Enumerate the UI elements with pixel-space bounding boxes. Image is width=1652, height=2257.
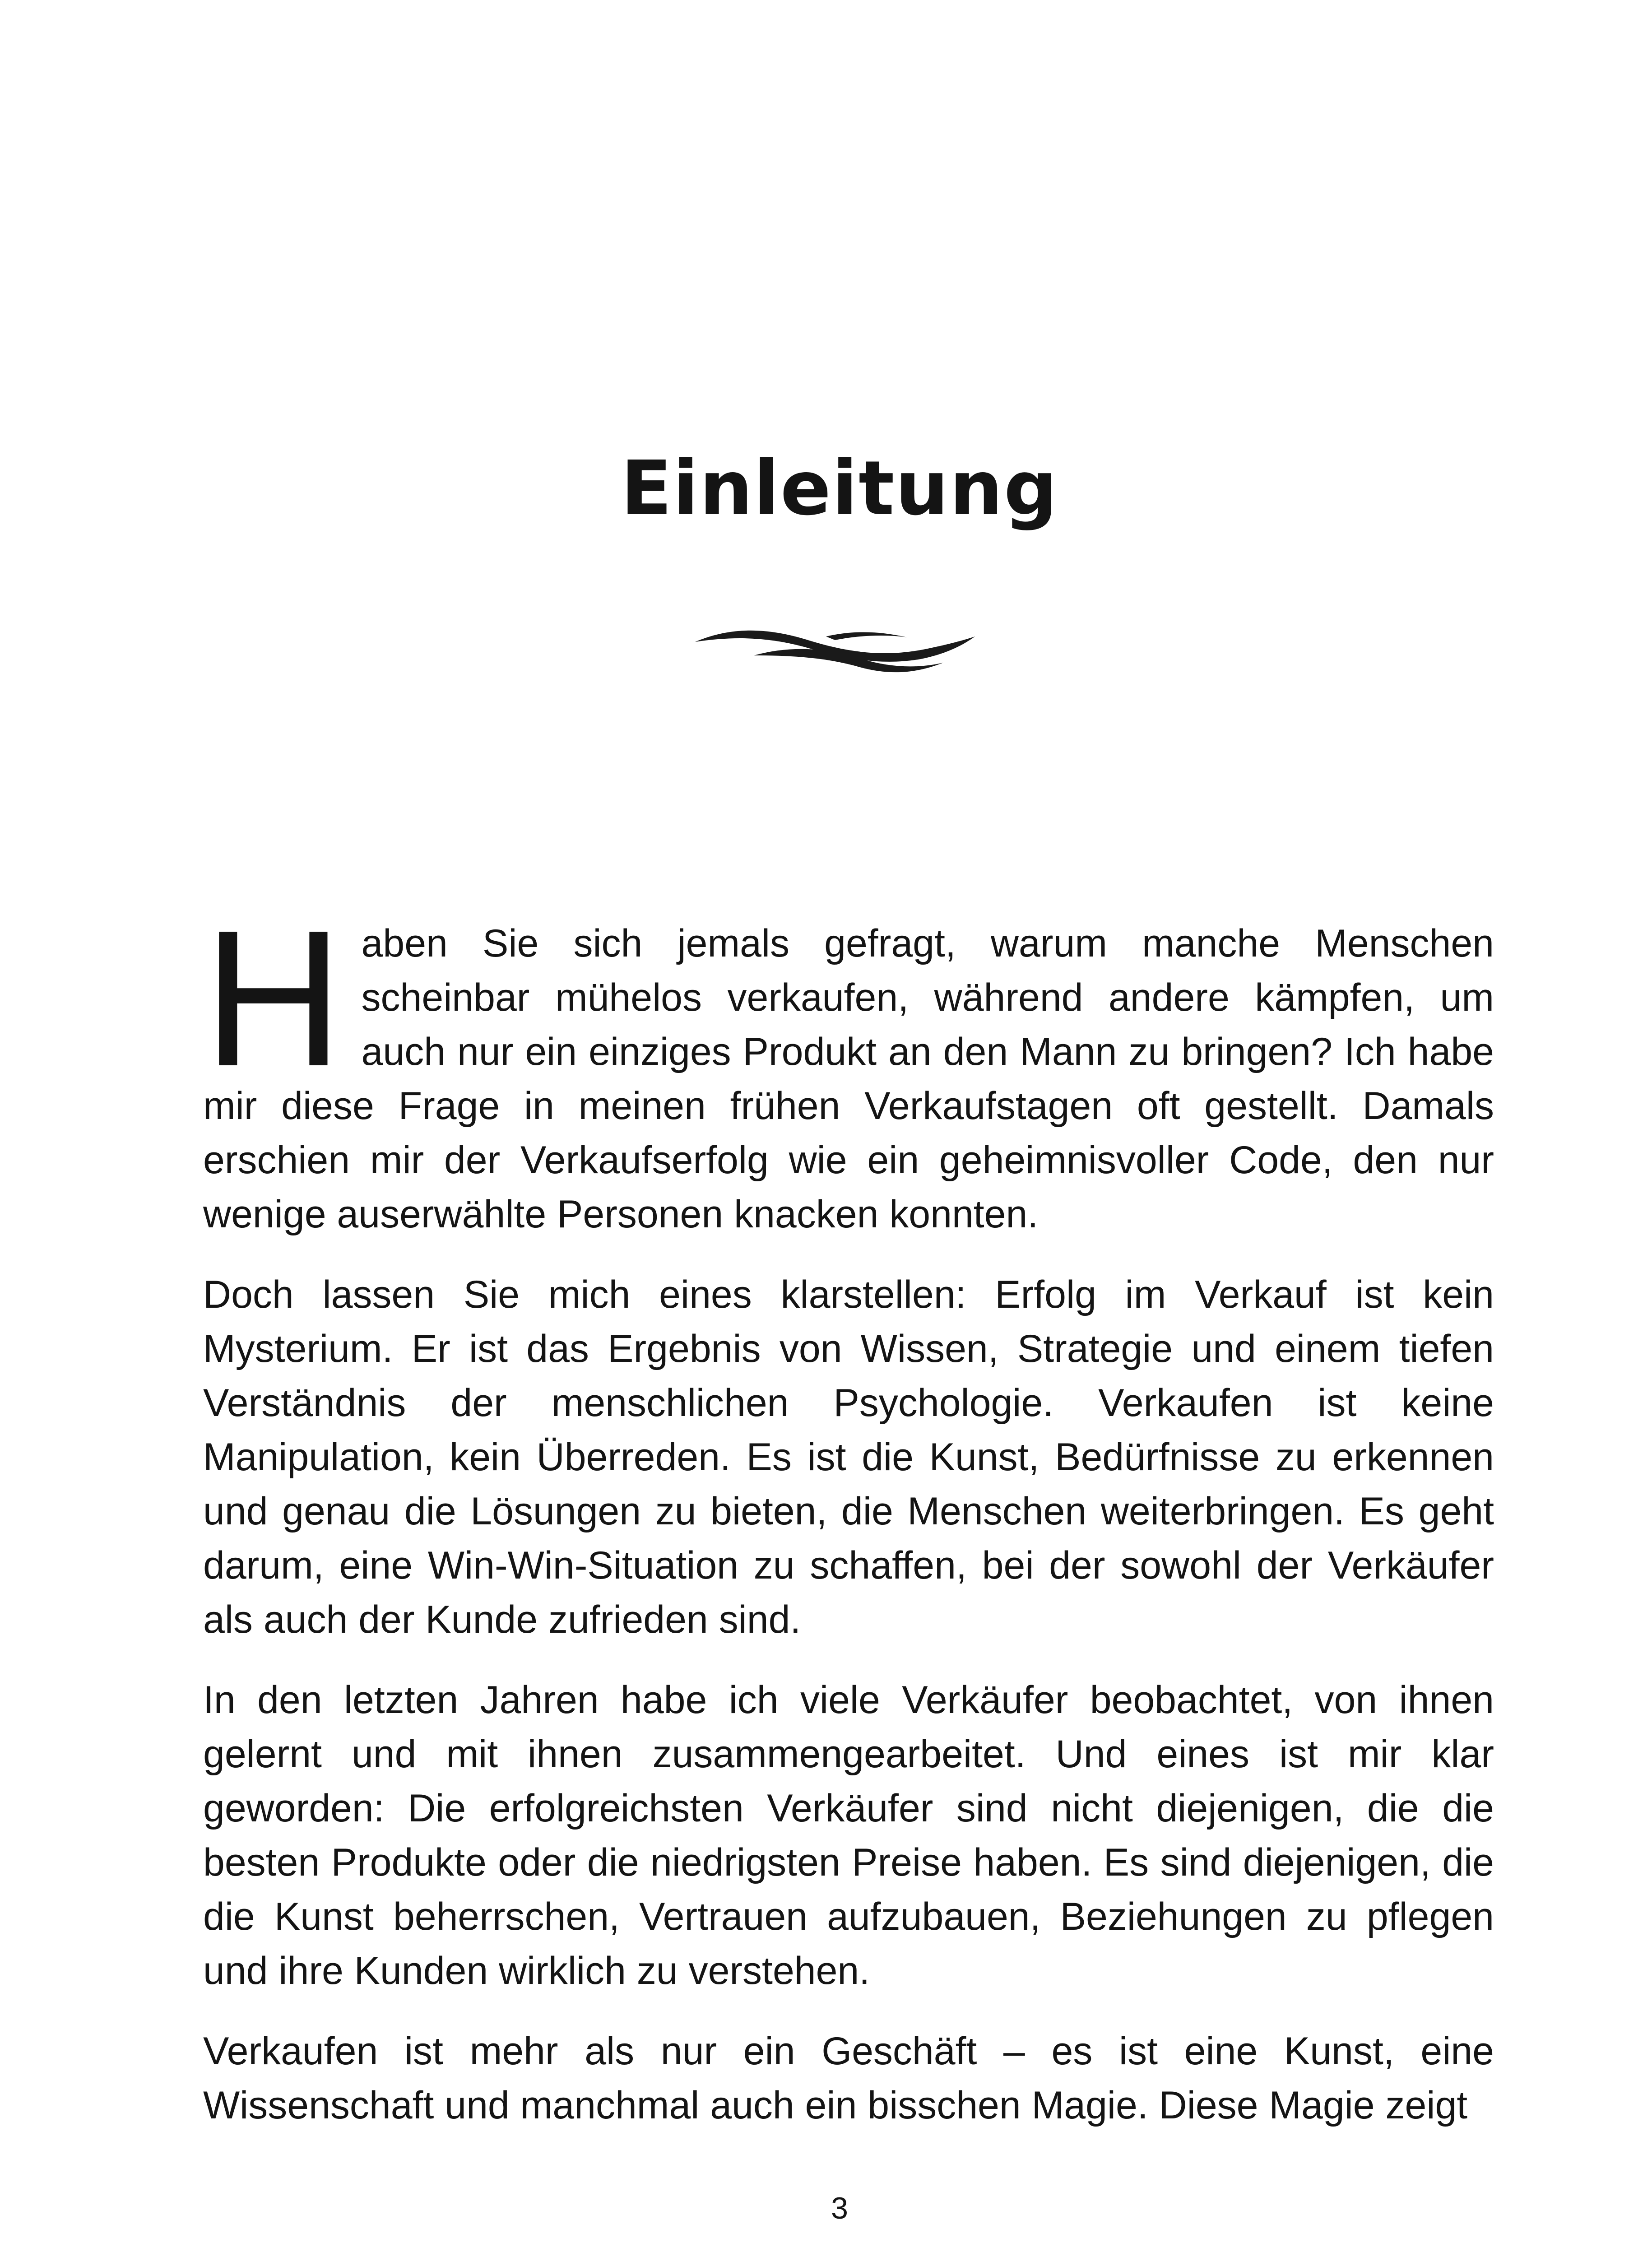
chapter-title: Einleitung	[621, 445, 1058, 532]
paragraph-4: Verkaufen ist mehr als nur ein Geschäft – es ist eine Kunst, eine Wissenschaft und manchmal auch ein bisschen Magie. Diese Magie zeigt	[203, 2029, 1494, 2127]
wave-flourish-icon	[691, 614, 979, 677]
page-number: 3	[831, 2191, 848, 2225]
body-text	[203, 890, 1494, 2159]
drop-cap: H	[203, 890, 343, 1107]
paragraph-2: Doch lassen Sie mich eines klarstellen: Erfolg im Verkauf ist kein Mysterium. Er ist das Ergebnis von Wissen, Strategie und einem tiefen Verständnis der menschlichen Psychologie. Verkaufen ist keine Manipulation, kein Überreden. Es ist die Kunst, Bedürfnisse zu erkennen und genau die Lösungen zu bieten, die Menschen weiterbringen. Es geht darum, eine Win-Win-Situation zu schaffen, bei der sowohl der Verkäufer als auch der Kunde zufrieden sind.	[203, 1273, 1494, 1641]
paragraph-1-text: aben Sie sich jemals gefragt, warum manche Menschen scheinbar mühelos verkaufen, während andere kämpfen, um auch nur ein einziges Produkt an den Mann zu bringen? Ich habe mir diese Frage in meinen frühen Verkaufstagen oft gestellt. Damals erschien mir der Verkaufserfolg wie ein geheimnisvoller Code, den nur wenige auserwählte Personen knacken konnten.	[203, 922, 1494, 1236]
paragraph-1	[203, 890, 1494, 1241]
paragraph-3: In den letzten Jahren habe ich viele Verkäufer beobachtet, von ihnen gelernt und mit ihnen zusammengearbeitet. Und eines ist mir klar geworden: Die erfolgreichsten Verkäufer sind nicht diejenigen, die die besten Produkte oder die niedrigsten Preise haben. Es sind diejenigen, die die Kunst beherrschen, Vertrauen aufzubauen, Beziehungen zu pflegen und ihre Kunden wirklich zu verstehen.	[203, 1678, 1494, 1992]
